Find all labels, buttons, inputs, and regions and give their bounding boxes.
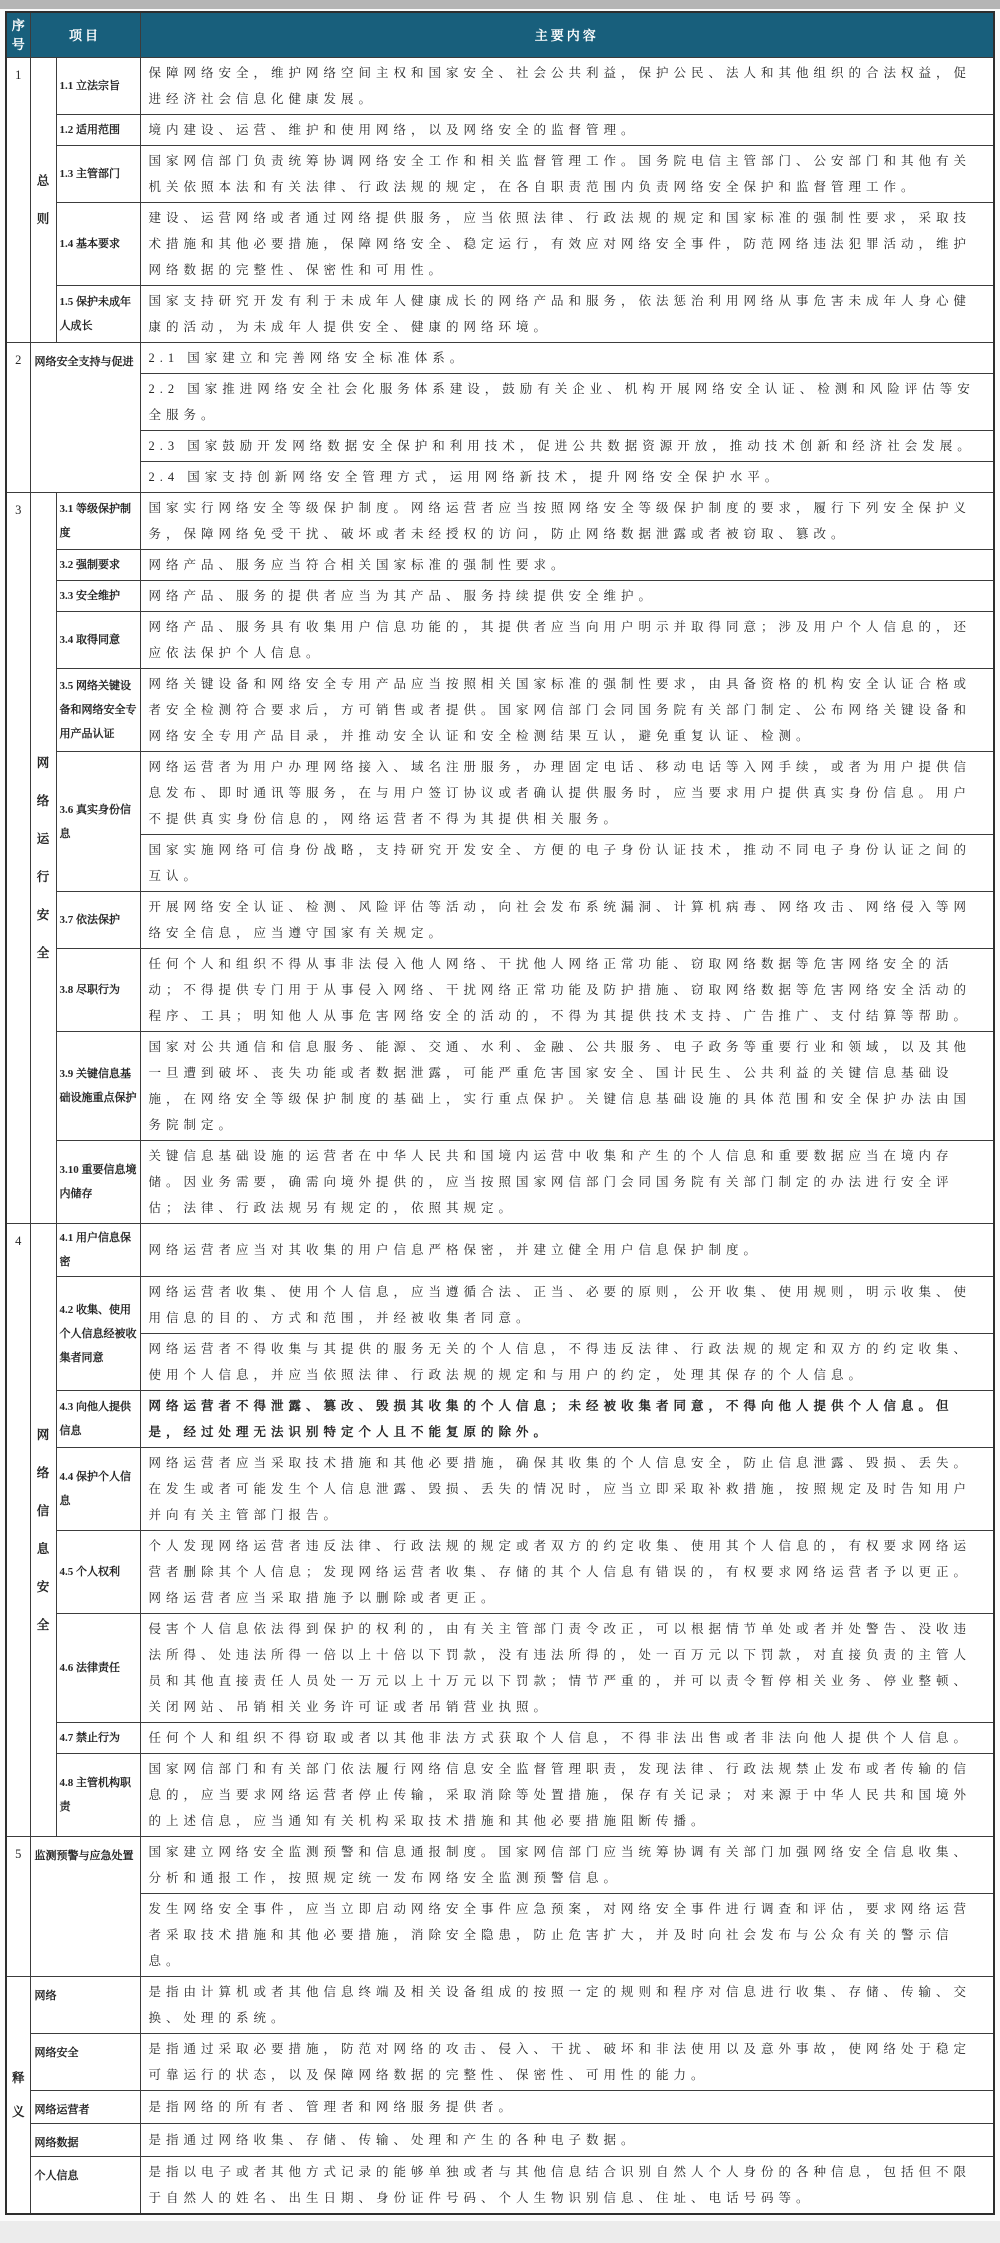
item-label: 3.4 取得同意	[56, 612, 140, 669]
item-label: 4.2 收集、使用个人信息经被收集者同意	[56, 1277, 140, 1391]
table-header	[6, 12, 994, 58]
content-text: 2.1 国家建立和完善网络安全标准体系。	[140, 343, 994, 374]
content-text: 网络运营者应当对其收集的用户信息严格保密，并建立健全用户信息保护制度。	[140, 1224, 994, 1277]
content-text: 网络关键设备和网络安全专用产品应当按照相关国家标准的强制性要求，由具备资格的机构安全认证合格或者安全检测符合要求后，方可销售或者提供。国家网信部门会同国务院有关部门制定、公布网络关键设备和网络安全专用产品目录，并推动安全认证和安全检测结果互认，避免重复认证、检测。	[140, 669, 994, 752]
category-label	[30, 58, 56, 343]
row-number-char: 释	[11, 2070, 25, 2085]
item-label: 4.1 用户信息保密	[56, 1224, 140, 1277]
table-row	[6, 115, 994, 146]
item-label: 3.10 重要信息境内储存	[56, 1141, 140, 1224]
category-char: 行	[36, 870, 50, 884]
item-label: 个人信息	[30, 2157, 140, 2215]
item-label: 网络运营者	[30, 2091, 140, 2124]
item-label: 4.5 个人权利	[56, 1531, 140, 1614]
content-text: 国家网信部门和有关部门依法履行网络信息安全监督管理职责，发现法律、行政法规禁止发布或者传输的信息的，应当要求网络运营者停止传输，采取消除等处置措施，保存有关记录；对来源于中华人民共和国境外的上述信息，应当通知有关机构采取技术措施和其他必要措施阻断传播。	[140, 1754, 994, 1837]
table-row	[6, 343, 994, 374]
table-row	[6, 612, 994, 669]
table-row	[6, 58, 994, 115]
item-label: 1.1 立法宗旨	[56, 58, 140, 115]
content-text: 是指通过采取必要措施，防范对网络的攻击、侵入、干扰、破坏和非法使用以及意外事故，使网络处于稳定可靠运行的状态，以及保障网络数据的完整性、保密性、可用性的能力。	[140, 2034, 994, 2091]
category-label	[30, 1224, 56, 1837]
content-text: 网络运营者不得泄露、篡改、毁损其收集的个人信息；未经被收集者同意，不得向他人提供个人信息。但是，经过处理无法识别特定个人且不能复原的除外。	[140, 1391, 994, 1448]
table-row	[6, 1334, 994, 1391]
table-row	[6, 949, 994, 1032]
content-text: 是指由计算机或者其他信息终端及相关设备组成的按照一定的规则和程序对信息进行收集、存储、传输、交换、处理的系统。	[140, 1977, 994, 2034]
table-wrapper	[0, 9, 1000, 2215]
item-label: 网络数据	[30, 2124, 140, 2157]
table-row	[6, 1723, 994, 1754]
item-label: 4.6 法律责任	[56, 1614, 140, 1723]
table-row	[6, 286, 994, 343]
item-label: 3.8 尽职行为	[56, 949, 140, 1032]
table-row	[6, 1224, 994, 1277]
item-label: 网络	[30, 1977, 140, 2034]
category-char: 安	[36, 1580, 50, 1594]
table-row	[6, 462, 994, 493]
table-row	[6, 2091, 994, 2124]
row-number-char: 义	[11, 2104, 25, 2119]
category-char: 络	[36, 794, 50, 808]
content-text: 是指通过网络收集、存储、传输、处理和产生的各种电子数据。	[140, 2124, 994, 2157]
table-row	[6, 1277, 994, 1334]
item-label: 1.5 保护未成年人成长	[56, 286, 140, 343]
item-label: 3.6 真实身份信息	[56, 752, 140, 892]
content-text: 网络运营者应当采取技术措施和其他必要措施，确保其收集的个人信息安全，防止信息泄露、毁损、丢失。在发生或者可能发生个人信息泄露、毁损、丢失的情况时，应当立即采取补救措施，按照规定及时告知用户并向有关主管部门报告。	[140, 1448, 994, 1531]
content-text: 网络产品、服务应当符合相关国家标准的强制性要求。	[140, 550, 994, 581]
content-text: 个人发现网络运营者违反法律、行政法规的规定或者双方的约定收集、使用其个人信息的，有权要求网络运营者删除其个人信息；发现网络运营者收集、存储的其个人信息有错误的，有权要求网络运营者予以更正。网络运营者应当采取措施予以删除或者更正。	[140, 1531, 994, 1614]
content-text: 网络运营者为用户办理网络接入、域名注册服务，办理固定电话、移动电话等入网手续，或者为用户提供信息发布、即时通讯等服务，在与用户签订协议或者确认提供服务时，应当要求用户提供真实身份信息。用户不提供真实身份信息的，网络运营者不得为其提供相关服务。	[140, 752, 994, 835]
table-row	[6, 1977, 994, 2034]
table-row	[6, 1531, 994, 1614]
content-text: 网络产品、服务具有收集用户信息功能的，其提供者应当向用户明示并取得同意；涉及用户个人信息的，还应依法保护个人信息。	[140, 612, 994, 669]
table-row	[6, 1141, 994, 1224]
table-row	[6, 431, 994, 462]
item-label: 3.2 强制要求	[56, 550, 140, 581]
table-row	[6, 2034, 994, 2091]
item-label: 4.7 禁止行为	[56, 1723, 140, 1754]
item-label: 3.1 等级保护制度	[56, 493, 140, 550]
category-char: 总	[36, 174, 50, 188]
cybersecurity-law-table	[5, 11, 995, 2215]
header-no: 序号	[6, 12, 30, 58]
content-text: 保障网络安全，维护网络空间主权和国家安全、社会公共利益，保护公民、法人和其他组织的合法权益，促进经济社会信息化健康发展。	[140, 58, 994, 115]
content-text: 国家实施网络可信身份战略，支持研究开发安全、方便的电子身份认证技术，推动不同电子身份认证之间的互认。	[140, 835, 994, 892]
item-label: 网络安全	[30, 2034, 140, 2091]
item-label: 3.3 安全维护	[56, 581, 140, 612]
row-number: 2	[6, 343, 30, 493]
section-label: 监测预警与应急处置	[30, 1837, 140, 1977]
table-row	[6, 752, 994, 835]
category-char: 信	[36, 1504, 50, 1518]
content-text: 任何个人和组织不得窃取或者以其他非法方式获取个人信息，不得非法出售或者非法向他人提供个人信息。	[140, 1723, 994, 1754]
section-label: 网络安全支持与促进	[30, 343, 140, 493]
item-label: 1.4 基本要求	[56, 203, 140, 286]
category-char: 网	[36, 1428, 50, 1442]
table-row	[6, 1391, 994, 1448]
item-label: 1.3 主管部门	[56, 146, 140, 203]
content-text: 国家对公共通信和信息服务、能源、交通、水利、金融、公共服务、电子政务等重要行业和领域，以及其他一旦遭到破坏、丧失功能或者数据泄露，可能严重危害国家安全、国计民生、公共利益的关键信息基础设施，在网络安全等级保护制度的基础上，实行重点保护。关键信息基础设施的具体范围和安全保护办法由国务院制定。	[140, 1032, 994, 1141]
row-number: 4	[6, 1224, 30, 1837]
category-char: 全	[36, 1618, 50, 1632]
row-number: 3	[6, 493, 30, 1224]
header-row	[6, 12, 994, 58]
content-text: 任何个人和组织不得从事非法侵入他人网络、干扰他人网络正常功能、窃取网络数据等危害网络安全的活动；不得提供专门用于从事侵入网络、干扰网络正常功能及防护措施、窃取网络数据等危害网络安全活动的程序、工具；明知他人从事危害网络安全的活动的，不得为其提供技术支持、广告推广、支付结算等帮助。	[140, 949, 994, 1032]
content-text: 国家网信部门负责统筹协调网络安全工作和相关监督管理工作。国务院电信主管部门、公安部门和其他有关机关依照本法和有关法律、行政法规的规定，在各自职责范围内负责网络安全保护和监督管理工作。	[140, 146, 994, 203]
header-content: 主要内容	[140, 12, 994, 58]
table-row	[6, 550, 994, 581]
table-row	[6, 146, 994, 203]
table-row	[6, 203, 994, 286]
content-text: 2.4 国家支持创新网络安全管理方式，运用网络新技术，提升网络安全保护水平。	[140, 462, 994, 493]
top-strip	[0, 0, 1000, 9]
table-row	[6, 1032, 994, 1141]
content-text: 网络产品、服务的提供者应当为其产品、服务持续提供安全维护。	[140, 581, 994, 612]
content-text: 国家建立网络安全监测预警和信息通报制度。国家网信部门应当统筹协调有关部门加强网络安全信息收集、分析和通报工作，按照规定统一发布网络安全监测预警信息。	[140, 1837, 994, 1894]
content-text: 网络运营者收集、使用个人信息，应当遵循合法、正当、必要的原则，公开收集、使用规则，明示收集、使用信息的目的、方式和范围，并经被收集者同意。	[140, 1277, 994, 1334]
row-number	[6, 1977, 30, 2215]
table-row	[6, 374, 994, 431]
category-char: 运	[36, 832, 50, 846]
content-text: 开展网络安全认证、检测、风险评估等活动，向社会发布系统漏洞、计算机病毒、网络攻击、网络侵入等网络安全信息，应当遵守国家有关规定。	[140, 892, 994, 949]
table-row	[6, 1614, 994, 1723]
item-label: 4.8 主管机构职责	[56, 1754, 140, 1837]
row-number: 1	[6, 58, 30, 343]
content-text: 建设、运营网络或者通过网络提供服务，应当依照法律、行政法规的规定和国家标准的强制性要求，采取技术措施和其他必要措施，保障网络安全、稳定运行，有效应对网络安全事件，防范网络违法犯罪活动，维护网络数据的完整性、保密性和可用性。	[140, 203, 994, 286]
table-row	[6, 892, 994, 949]
category-label	[30, 493, 56, 1224]
item-label: 3.5 网络关键设备和网络安全专用产品认证	[56, 669, 140, 752]
bottom-strip	[0, 2221, 1000, 2243]
content-text: 境内建设、运营、维护和使用网络，以及网络安全的监督管理。	[140, 115, 994, 146]
table-row	[6, 1894, 994, 1977]
table-row	[6, 2124, 994, 2157]
table-body	[6, 58, 994, 2215]
item-label: 1.2 适用范围	[56, 115, 140, 146]
table-row	[6, 493, 994, 550]
content-text: 网络运营者不得收集与其提供的服务无关的个人信息，不得违反法律、行政法规的规定和双方的约定收集、使用个人信息，并应当依照法律、行政法规的规定和与用户的约定，处理其保存的个人信息。	[140, 1334, 994, 1391]
table-row	[6, 1448, 994, 1531]
row-number: 5	[6, 1837, 30, 1977]
table-row	[6, 1837, 994, 1894]
table-row	[6, 581, 994, 612]
category-char: 络	[36, 1466, 50, 1480]
item-label: 3.7 依法保护	[56, 892, 140, 949]
content-text: 是指以电子或者其他方式记录的能够单独或者与其他信息结合识别自然人个人身份的各种信息，包括但不限于自然人的姓名、出生日期、身份证件号码、个人生物识别信息、住址、电话号码等。	[140, 2157, 994, 2215]
category-char: 全	[36, 946, 50, 960]
content-text: 国家实行网络安全等级保护制度。网络运营者应当按照网络安全等级保护制度的要求，履行下列安全保护义务，保障网络免受干扰、破坏或者未经授权的访问，防止网络数据泄露或者被窃取、篡改。	[140, 493, 994, 550]
category-char: 则	[36, 212, 50, 226]
content-text: 2.3 国家鼓励开发网络数据安全保护和利用技术，促进公共数据资源开放，推动技术创新和经济社会发展。	[140, 431, 994, 462]
content-text: 2.2 国家推进网络安全社会化服务体系建设，鼓励有关企业、机构开展网络安全认证、检测和风险评估等安全服务。	[140, 374, 994, 431]
content-text: 国家支持研究开发有利于未成年人健康成长的网络产品和服务，依法惩治利用网络从事危害未成年人身心健康的活动，为未成年人提供安全、健康的网络环境。	[140, 286, 994, 343]
item-label: 3.9 关键信息基础设施重点保护	[56, 1032, 140, 1141]
content-text: 是指网络的所有者、管理者和网络服务提供者。	[140, 2091, 994, 2124]
table-row	[6, 669, 994, 752]
table-row	[6, 835, 994, 892]
content-text: 关键信息基础设施的运营者在中华人民共和国境内运营中收集和产生的个人信息和重要数据应当在境内存储。因业务需要，确需向境外提供的，应当按照国家网信部门会同国务院有关部门制定的办法进行安全评估；法律、行政法规另有规定的，依照其规定。	[140, 1141, 994, 1224]
category-char: 安	[36, 908, 50, 922]
item-label: 4.4 保护个人信息	[56, 1448, 140, 1531]
item-label: 4.3 向他人提供信息	[56, 1391, 140, 1448]
category-char: 息	[36, 1542, 50, 1556]
content-text: 侵害个人信息依法得到保护的权利的，由有关主管部门责令改正，可以根据情节单处或者并处警告、没收违法所得、处违法所得一倍以上十倍以下罚款，没有违法所得的，处一百万元以下罚款，对直接负责的主管人员和其他直接责任人员处一万元以上十万元以下罚款；情节严重的，并可以责令暂停相关业务、停业整顿、关闭网站、吊销相关业务许可证或者吊销营业执照。	[140, 1614, 994, 1723]
category-char: 网	[36, 756, 50, 770]
header-item: 项目	[30, 12, 140, 58]
content-text: 发生网络安全事件，应当立即启动网络安全事件应急预案，对网络安全事件进行调查和评估，要求网络运营者采取技术措施和其他必要措施，消除安全隐患，防止危害扩大，并及时向社会发布与公众有关的警示信息。	[140, 1894, 994, 1977]
table-row	[6, 1754, 994, 1837]
table-row	[6, 2157, 994, 2215]
